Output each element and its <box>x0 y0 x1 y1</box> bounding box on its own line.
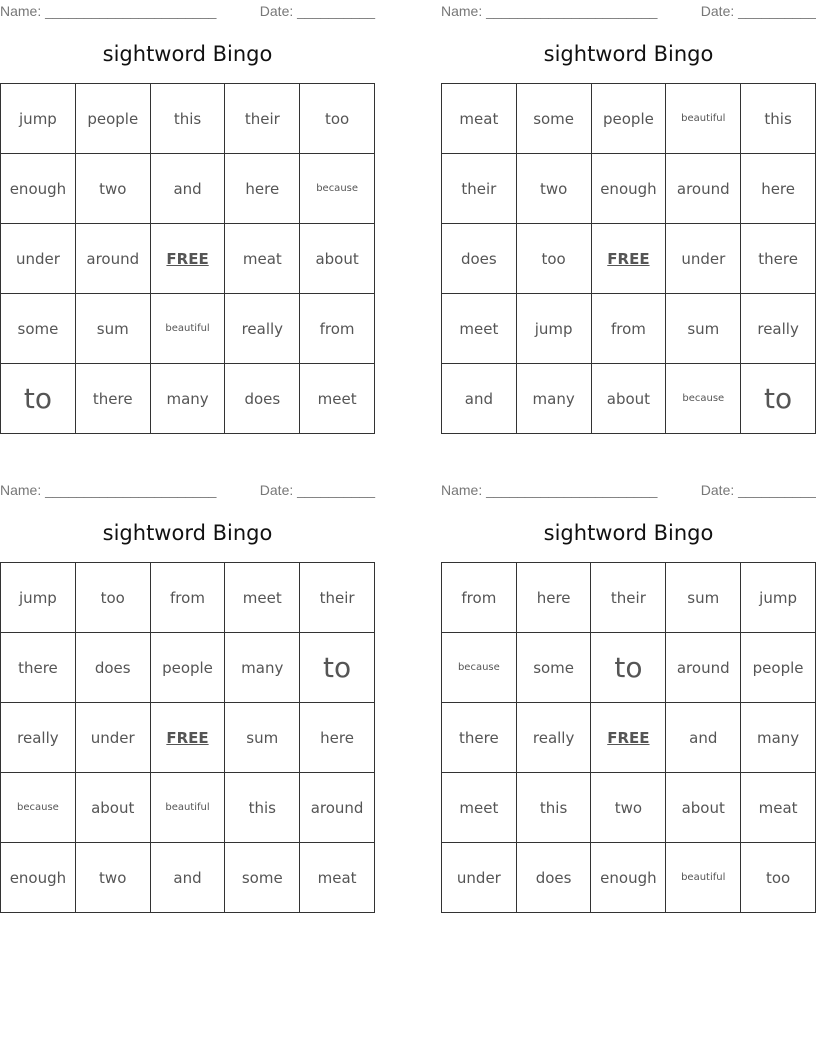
bingo-cell: people <box>75 84 150 154</box>
bingo-cell: their <box>225 84 300 154</box>
bingo-row <box>442 633 816 703</box>
bingo-cell: two <box>75 843 150 913</box>
card-title: sightword Bingo <box>102 521 273 545</box>
bingo-cell: jump <box>1 563 76 633</box>
bingo-row <box>1 294 375 364</box>
bingo-cell: enough <box>591 154 666 224</box>
bingo-cell: many <box>225 633 300 703</box>
bingo-cell: many <box>516 364 591 434</box>
name-line: Name: ______________________ <box>441 3 658 19</box>
bingo-cell: meat <box>442 84 517 154</box>
bingo-cell: from <box>591 294 666 364</box>
bingo-cell: and <box>150 154 225 224</box>
name-line: Name: ______________________ <box>0 3 217 19</box>
bingo-cell: here <box>225 154 300 224</box>
bingo-cell: enough <box>1 154 76 224</box>
bingo-cell: two <box>516 154 591 224</box>
bingo-cell: many <box>741 703 816 773</box>
free-space-cell: FREE <box>150 224 225 294</box>
bingo-cell: does <box>225 364 300 434</box>
bingo-row <box>1 633 375 703</box>
bingo-cell: about <box>75 773 150 843</box>
bingo-cell: meat <box>300 843 375 913</box>
bingo-cell: because <box>1 773 76 843</box>
card-title: sightword Bingo <box>543 42 714 66</box>
bingo-row <box>1 154 375 224</box>
bingo-cell: beautiful <box>150 773 225 843</box>
bingo-cell: here <box>741 154 816 224</box>
bingo-row <box>442 84 816 154</box>
bingo-cell: their <box>591 563 666 633</box>
bingo-cell: here <box>516 563 591 633</box>
bingo-cell: too <box>300 84 375 154</box>
bingo-row <box>442 843 816 913</box>
bingo-cell: does <box>516 843 591 913</box>
bingo-cell: does <box>75 633 150 703</box>
bingo-cell: this <box>225 773 300 843</box>
bingo-card-2 <box>441 0 816 415</box>
bingo-cell: this <box>150 84 225 154</box>
bingo-cell: because <box>300 154 375 224</box>
bingo-row <box>442 294 816 364</box>
bingo-cell: meet <box>225 563 300 633</box>
bingo-card-3 <box>0 479 375 887</box>
bingo-cell: some <box>225 843 300 913</box>
bingo-cell: meet <box>442 294 517 364</box>
bingo-cell: many <box>150 364 225 434</box>
bingo-row <box>1 84 375 154</box>
bingo-cell: does <box>442 224 517 294</box>
bingo-cell: from <box>150 563 225 633</box>
bingo-cell: around <box>666 633 741 703</box>
name-line: Name: ______________________ <box>0 482 217 498</box>
card-header <box>441 479 816 501</box>
bingo-cell: meet <box>442 773 517 843</box>
card-header <box>0 479 375 501</box>
bingo-grid <box>441 83 816 434</box>
bingo-cell: some <box>1 294 76 364</box>
bingo-cell: under <box>1 224 76 294</box>
bingo-cell: jump <box>741 563 816 633</box>
name-line: Name: ______________________ <box>441 482 658 498</box>
bingo-row <box>442 703 816 773</box>
bingo-grid <box>0 83 375 434</box>
bingo-cell: enough <box>1 843 76 913</box>
bingo-cell: about <box>666 773 741 843</box>
bingo-row <box>442 364 816 434</box>
bingo-cell: here <box>300 703 375 773</box>
bingo-cell: people <box>150 633 225 703</box>
bingo-cell: enough <box>591 843 666 913</box>
bingo-row <box>1 773 375 843</box>
bingo-card-1 <box>0 0 375 415</box>
bingo-cell: about <box>300 224 375 294</box>
date-line: Date: __________ <box>259 482 375 498</box>
bingo-cell: around <box>300 773 375 843</box>
bingo-row <box>1 703 375 773</box>
bingo-cell: from <box>300 294 375 364</box>
bingo-row <box>442 773 816 843</box>
bingo-cell: sum <box>75 294 150 364</box>
bingo-cell: there <box>1 633 76 703</box>
free-space-cell: FREE <box>591 224 666 294</box>
bingo-cell: to <box>591 633 666 703</box>
bingo-cell: really <box>516 703 591 773</box>
bingo-cell: there <box>741 224 816 294</box>
bingo-cell: because <box>442 633 517 703</box>
bingo-cell: two <box>591 773 666 843</box>
bingo-row <box>1 843 375 913</box>
card-title: sightword Bingo <box>102 42 273 66</box>
bingo-row <box>442 563 816 633</box>
bingo-cell: there <box>75 364 150 434</box>
bingo-cell: beautiful <box>150 294 225 364</box>
bingo-cell: meat <box>225 224 300 294</box>
bingo-cell: beautiful <box>666 84 741 154</box>
card-title: sightword Bingo <box>543 521 714 545</box>
bingo-cell: under <box>666 224 741 294</box>
bingo-cell: under <box>75 703 150 773</box>
bingo-cell: jump <box>516 294 591 364</box>
bingo-cell: really <box>741 294 816 364</box>
bingo-cell: sum <box>666 563 741 633</box>
bingo-cell: people <box>741 633 816 703</box>
bingo-cell: meet <box>300 364 375 434</box>
date-line: Date: __________ <box>700 482 816 498</box>
bingo-cell: their <box>300 563 375 633</box>
card-header <box>441 0 816 22</box>
bingo-row <box>442 154 816 224</box>
bingo-cell: really <box>1 703 76 773</box>
bingo-cell: under <box>442 843 517 913</box>
bingo-card-4 <box>441 479 816 887</box>
card-header <box>0 0 375 22</box>
bingo-grid <box>441 562 816 913</box>
bingo-cell: too <box>516 224 591 294</box>
bingo-cell: jump <box>1 84 76 154</box>
bingo-cell: and <box>666 703 741 773</box>
bingo-cell: to <box>741 364 816 434</box>
bingo-cell: sum <box>225 703 300 773</box>
bingo-cell: to <box>1 364 76 434</box>
bingo-cell: some <box>516 84 591 154</box>
bingo-cell: meat <box>741 773 816 843</box>
bingo-cell: this <box>516 773 591 843</box>
bingo-row <box>1 224 375 294</box>
bingo-cell: sum <box>666 294 741 364</box>
date-line: Date: __________ <box>700 3 816 19</box>
bingo-cell: to <box>300 633 375 703</box>
bingo-cell: too <box>741 843 816 913</box>
bingo-cell: their <box>442 154 517 224</box>
bingo-cell: from <box>442 563 517 633</box>
bingo-cell: around <box>666 154 741 224</box>
bingo-row <box>1 364 375 434</box>
bingo-cell: because <box>666 364 741 434</box>
bingo-row <box>442 224 816 294</box>
bingo-cell: around <box>75 224 150 294</box>
bingo-cell: too <box>75 563 150 633</box>
date-line: Date: __________ <box>259 3 375 19</box>
bingo-cell: about <box>591 364 666 434</box>
bingo-cell: really <box>225 294 300 364</box>
bingo-cell: two <box>75 154 150 224</box>
bingo-cell: there <box>442 703 517 773</box>
bingo-cell: some <box>516 633 591 703</box>
bingo-cell: people <box>591 84 666 154</box>
free-space-cell: FREE <box>150 703 225 773</box>
free-space-cell: FREE <box>591 703 666 773</box>
bingo-cell: beautiful <box>666 843 741 913</box>
bingo-cell: this <box>741 84 816 154</box>
bingo-row <box>1 563 375 633</box>
bingo-cell: and <box>442 364 517 434</box>
bingo-cell: and <box>150 843 225 913</box>
bingo-grid <box>0 562 375 913</box>
